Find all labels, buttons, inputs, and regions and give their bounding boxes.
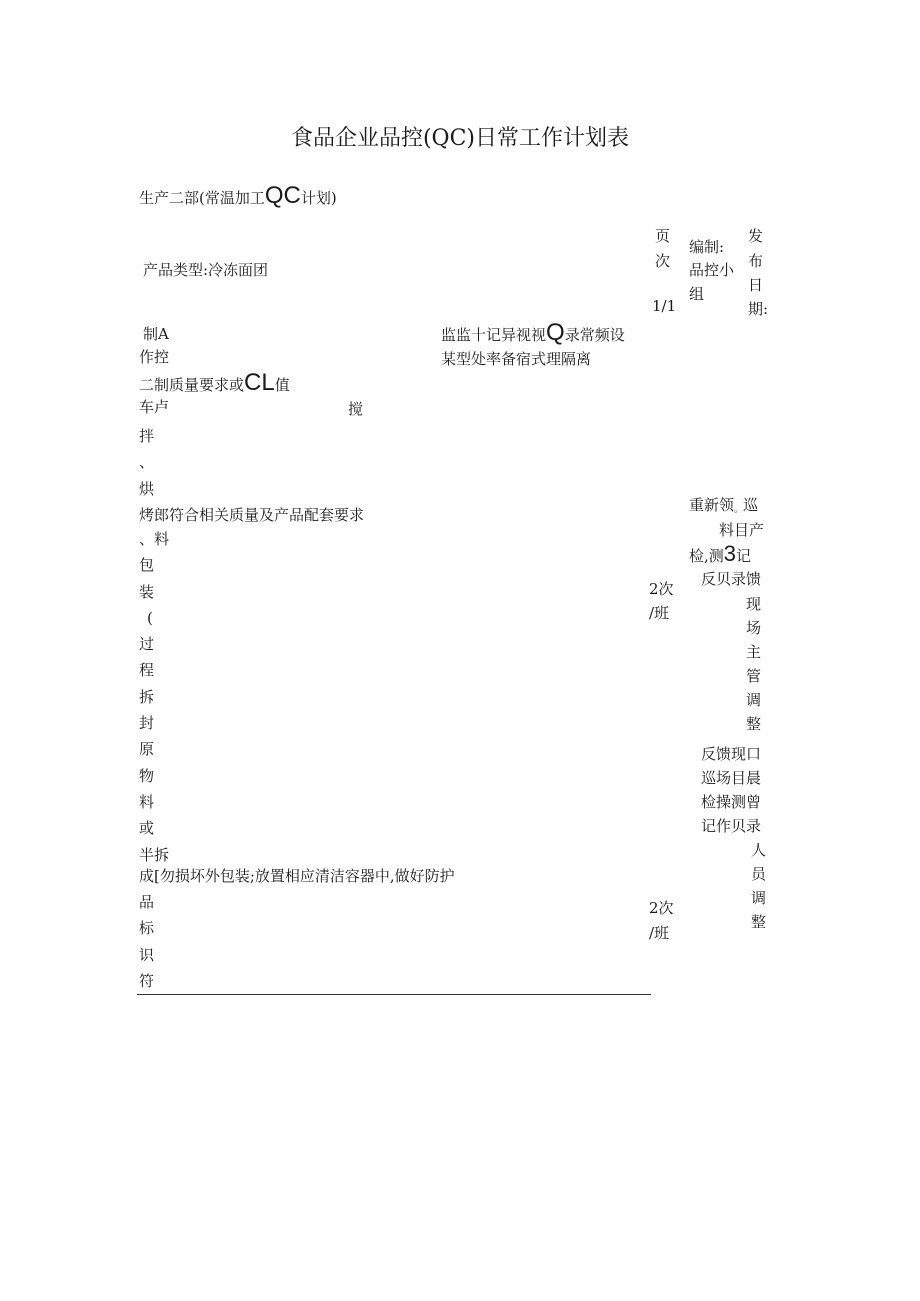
note-1-l3-suffix: 记 bbox=[736, 547, 752, 565]
note-1-line-3 bbox=[689, 543, 751, 567]
requirement-1: 烤郎符合相关质量及产品配套要求 bbox=[139, 506, 365, 524]
note-1-vertical bbox=[746, 592, 761, 736]
date-char-2: 布 bbox=[748, 252, 764, 270]
note-char: 整 bbox=[751, 913, 767, 931]
page-label-1: 页 bbox=[655, 227, 671, 245]
process-char: 符 bbox=[139, 971, 155, 990]
frequency-2: 2次 bbox=[649, 899, 674, 917]
product-type: 产品类型:冷冻面团 bbox=[143, 261, 269, 279]
process-char: 拌 bbox=[139, 427, 155, 445]
page-title: 食品企业品控(QC)日常工作计划表 bbox=[290, 126, 630, 151]
department-prefix: 生产二部(常温加工 bbox=[139, 189, 265, 207]
date-char-3: 日 bbox=[748, 276, 764, 294]
quality-requirement bbox=[139, 369, 290, 396]
note-1-l3-prefix: 检,测 bbox=[689, 547, 724, 565]
monitor-suffix: 录常频设 bbox=[564, 326, 625, 344]
note-char: 管 bbox=[746, 667, 762, 685]
note-1-sub: 。 bbox=[734, 505, 744, 515]
process-char: 原 bbox=[139, 740, 155, 759]
table-bottom-rule bbox=[137, 994, 651, 995]
note-1-line-1 bbox=[689, 495, 758, 520]
quality-req-cl: CL bbox=[244, 369, 275, 396]
note-1-line-2: 料目产 bbox=[719, 521, 765, 539]
monitor-prefix: 监监十记异视视 bbox=[441, 326, 547, 344]
process-char: 烘 bbox=[139, 479, 155, 498]
process-char: 识 bbox=[139, 945, 155, 964]
note-char: 调 bbox=[746, 691, 762, 709]
process-char: 或 bbox=[139, 819, 155, 838]
page-number: 1/1 bbox=[652, 297, 677, 315]
department-suffix: 计划) bbox=[300, 189, 337, 207]
process-column-b bbox=[139, 526, 169, 868]
note-char: 场 bbox=[746, 619, 762, 637]
quality-req-prefix: 二制质量要求或 bbox=[139, 376, 245, 394]
process-char: 标 bbox=[139, 919, 155, 938]
note-2-line: 检操测曾 bbox=[701, 793, 762, 811]
process-char: 料 bbox=[139, 792, 155, 811]
note-char: 主 bbox=[746, 643, 762, 661]
process-char: 物 bbox=[139, 766, 155, 785]
note-char: 现 bbox=[746, 595, 762, 613]
workshop-label: 车卢 bbox=[139, 398, 170, 416]
author-label: 编制: bbox=[689, 238, 725, 256]
mix-label: 搅 bbox=[348, 400, 364, 418]
requirement-2: 成[勿损坏外包装;放置相应清洁容器中,做好防护 bbox=[139, 867, 455, 885]
note-1-l3-num: 3 bbox=[723, 541, 737, 566]
process-char: 、 bbox=[139, 453, 155, 472]
note-1-suffix: 巡 bbox=[743, 496, 759, 514]
note-2-vertical bbox=[751, 838, 766, 934]
process-char: 拆 bbox=[139, 687, 155, 706]
process-column-a bbox=[139, 423, 154, 502]
note-2-line: 记作贝录 bbox=[701, 817, 762, 835]
process-char: ( bbox=[147, 608, 153, 627]
note-2-line: 反馈现口 bbox=[701, 745, 762, 763]
col-header-monitor-2: 某型处率备宿式理隔离 bbox=[441, 350, 592, 368]
note-1-prefix: 重新领 bbox=[689, 496, 735, 514]
note-1-line-4: 反贝录馈 bbox=[701, 570, 762, 588]
process-char: 品 bbox=[139, 893, 155, 911]
note-2-line: 巡场目晨 bbox=[701, 769, 762, 787]
note-char: 整 bbox=[746, 715, 762, 733]
date-char-1: 发 bbox=[748, 227, 764, 245]
author-value-1: 品控小 bbox=[689, 261, 735, 279]
process-char: 封 bbox=[139, 714, 155, 733]
monitor-q: Q bbox=[546, 319, 565, 346]
process-column-c bbox=[139, 889, 154, 994]
frequency-2-unit: /班 bbox=[649, 924, 670, 942]
department-line bbox=[139, 183, 337, 211]
col-header-control-2: 作控 bbox=[139, 348, 170, 366]
quality-req-suffix: 值 bbox=[274, 376, 290, 394]
author-value-2: 组 bbox=[689, 285, 705, 303]
process-char: 程 bbox=[139, 661, 155, 680]
col-header-control: 制A bbox=[143, 325, 169, 343]
process-char: 过 bbox=[139, 635, 155, 654]
note-2-lines bbox=[701, 742, 761, 838]
frequency-1-unit: /班 bbox=[649, 604, 670, 622]
note-char: 员 bbox=[751, 865, 767, 883]
process-char: 包 bbox=[139, 556, 155, 575]
note-char: 人 bbox=[751, 841, 767, 859]
department-qc: QC bbox=[264, 182, 301, 209]
date-char-4: 期: bbox=[748, 300, 769, 318]
frequency-1: 2次 bbox=[649, 580, 674, 598]
process-char: 、料 bbox=[139, 530, 170, 548]
process-char: 半拆 bbox=[139, 845, 170, 864]
page-label-2: 次 bbox=[655, 252, 671, 270]
process-char: 装 bbox=[139, 582, 155, 601]
note-char: 调 bbox=[751, 889, 767, 907]
col-header-monitor bbox=[441, 319, 625, 346]
